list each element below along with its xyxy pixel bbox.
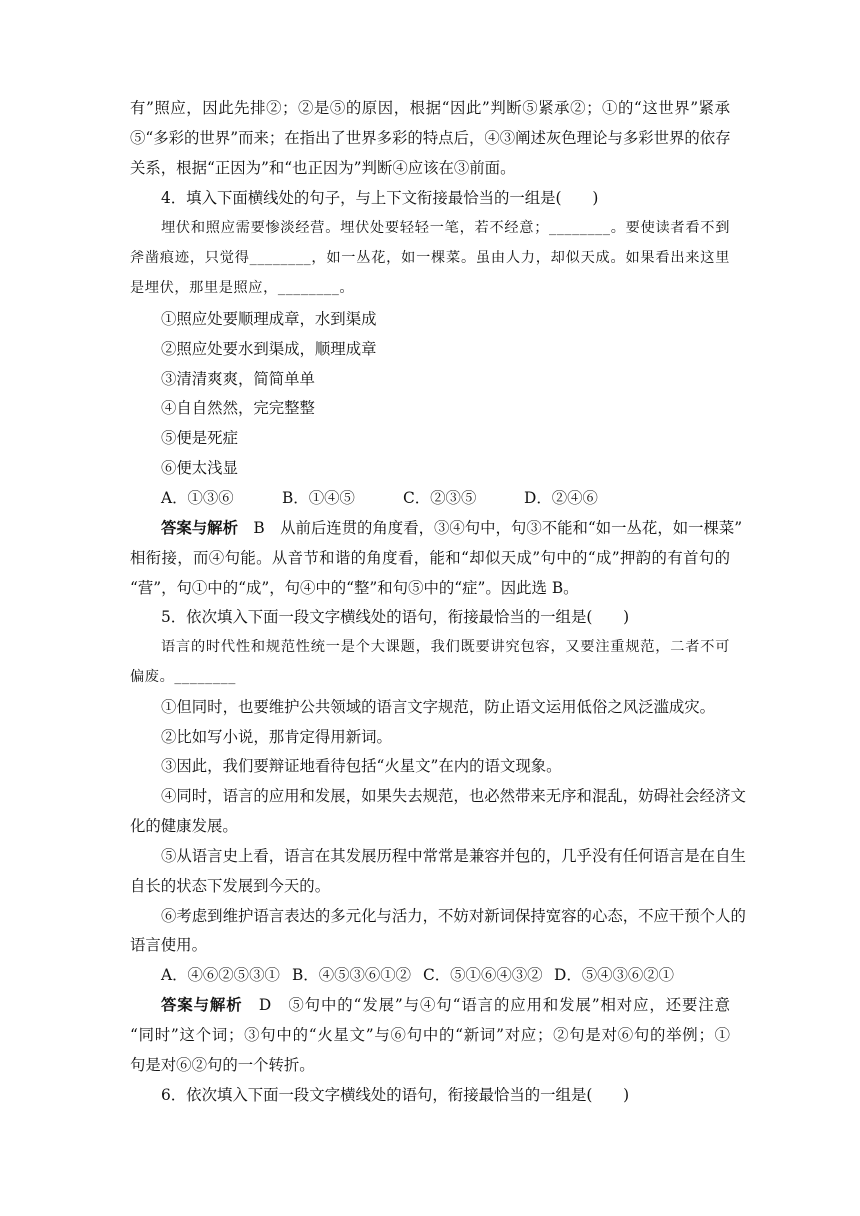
q4-item: ②照应处要水到渠成，顺理成章: [161, 340, 377, 358]
q4-option-d: D．②④⑥: [524, 489, 598, 507]
q5-answer-line: [161, 995, 730, 1015]
q6-stem: 6．依次填入下面一段文字横线处的语句，衔接最恰当的一组是( ): [161, 1086, 630, 1104]
q5-item: ②比如写小说，那肯定得用新词。: [161, 728, 392, 746]
q5-option-d: D．⑤④③⑥②①: [554, 966, 675, 984]
q5-options: [161, 965, 674, 985]
q5-item: ③因此，我们要辩证地看待包括“火星文”在内的语文现象。: [161, 757, 562, 775]
q4-answer-line: “营”，句①中的“成”，句④中的“整”和句⑤中的“症”。因此选 B。: [130, 579, 579, 597]
q4-item: ④自自然然，完完整整: [161, 399, 315, 417]
q5-stem: 5．依次填入下面一段文字横线处的语句，衔接最恰当的一组是( ): [161, 608, 630, 626]
prev-explanation-line: 有”照应，因此先排②；②是⑤的原因，根据“因此”判断⑤紧承②；①的“这世界”紧承: [130, 99, 730, 117]
q4-stem: 4．填入下面横线处的句子，与上下文衔接最恰当的一组是( ): [161, 189, 599, 207]
q5-item: ④同时，语言的应用和发展，如果失去规范，也必然带来无序和混乱，妨碍社会经济文: [161, 787, 746, 805]
q4-item: ①照应处要顺理成章，水到渠成: [161, 310, 377, 328]
q5-item-cont: 自长的状态下发展到今天的。: [130, 877, 331, 895]
q4-option-b: B．①④⑤: [282, 489, 355, 507]
q4-passage-line: 埋伏和照应需要惨淡经营。埋伏处要轻轻一笔，若不经意；________。要使读者看不到: [161, 220, 730, 236]
q4-answer-line: 相衔接，而④句能。从音节和谐的角度看，能和“却似天成”句中的“成”押韵的有首句的: [130, 549, 730, 567]
q4-answer-label: 答案与解析: [161, 519, 238, 537]
q5-option-b: B．④⑤③⑥①②: [292, 966, 412, 984]
q5-answer-text: D ⑤句中的“发展”与④句“语言的应用和发展”相对应，还要注意: [258, 996, 730, 1014]
q4-passage-line: 斧凿痕迹，只觉得________，如一丛花，如一棵菜。虽由人力，却似天成。如果看出来这里: [130, 250, 730, 266]
q5-passage-line: 语言的时代性和规范性统一是个大课题，我们既要讲究包容，又要注重规范，二者不可: [161, 639, 730, 655]
prev-explanation-line: 关系，根据“正因为”和“也正因为”判断④应该在③前面。: [130, 159, 516, 177]
q4-item: ⑥便太浅显: [161, 459, 238, 477]
q4-item: ③清清爽爽，简简单单: [161, 370, 315, 388]
q5-item-cont: 语言使用。: [130, 936, 207, 954]
q5-option-a: A．④⑥②⑤③①: [161, 966, 280, 984]
q5-item: ①但同时，也要维护公共领域的语言文字规范，防止语文运用低俗之风泛滥成灾。: [161, 698, 716, 716]
q4-item: ⑤便是死症: [161, 429, 238, 447]
q5-answer-label: 答案与解析: [161, 996, 243, 1014]
q5-item-cont: 化的健康发展。: [130, 817, 238, 835]
q5-item: ⑥考虑到维护语言表达的多元化与活力，不妨对新词保持宽容的心态，不应干预个人的: [161, 907, 746, 925]
q4-option-a: A．①③⑥: [161, 489, 234, 507]
q4-options: [161, 488, 598, 508]
q4-option-c: C．②③⑤: [403, 489, 477, 507]
q4-passage-line: 是埋伏，那里是照应，________。: [130, 280, 355, 296]
q5-answer-line: “同时”这个词；③句中的“火星文”与⑥句中的“新词”对应；②句是对⑥句的举例；①: [130, 1026, 730, 1044]
q5-option-c: C．⑤①⑥④③②: [423, 966, 543, 984]
q5-answer-line: 句是对⑥②句的一个转折。: [130, 1056, 315, 1074]
q4-answer-text: B 从前后连贯的角度看，③④句中，句③不能和“如一丛花，如一棵菜”: [253, 519, 743, 537]
q5-passage-line: 偏废。________: [130, 669, 236, 685]
q4-answer-line: [161, 518, 743, 538]
q5-item: ⑤从语言史上看，语言在其发展历程中常常是兼容并包的，几乎没有任何语言是在自生: [161, 847, 746, 865]
prev-explanation-line: ⑤“多彩的世界”而来；在指出了世界多彩的特点后，④③阐述灰色理论与多彩世界的依存: [130, 129, 731, 147]
